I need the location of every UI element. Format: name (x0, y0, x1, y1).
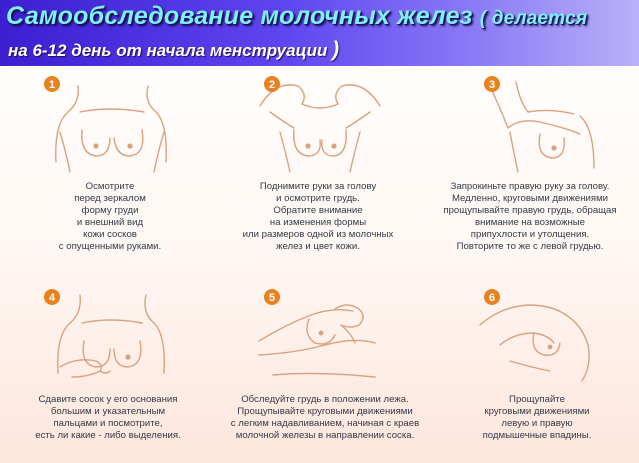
step-1-line-2: перед зеркалом (74, 193, 146, 204)
step-5-illustration (255, 285, 395, 389)
step-6-line-4: подмышечные впадины. (482, 430, 592, 441)
step-3-number: 3 (488, 79, 496, 91)
step-1-illustration (40, 72, 180, 178)
page-title (6, 2, 587, 31)
title-paren: ( делается (479, 8, 588, 29)
step-2-line-3: Обратите внимание (273, 205, 363, 216)
step-2-line-2: и осмотрите грудь. (276, 193, 360, 204)
step-3-line-4: внимание на возможные (474, 217, 586, 228)
step-6-line-2: круговыми движениями (484, 406, 590, 417)
step-3-line-5: припухлости и утолщения. (470, 229, 590, 240)
subtitle-paren: ) (332, 38, 340, 61)
step-3-illustration (470, 72, 610, 178)
title-banner (0, 0, 639, 66)
step-1-line-3: форму груди (81, 205, 139, 216)
step-6-illustration (470, 285, 610, 389)
step-4-line-4: есть ли какие - либо выделения. (35, 430, 181, 441)
step-5-caption (210, 394, 440, 442)
step-2-caption (218, 181, 418, 253)
step-6-caption (452, 394, 622, 442)
step-4-line-1: Сдавите сосок у его основания (38, 394, 178, 405)
step-6-line-3: левую и правую (501, 418, 573, 429)
step-6-line-1: Прощупайте (509, 394, 565, 405)
step-1-number: 1 (48, 79, 56, 91)
step-4-illustration (40, 285, 180, 389)
step-5-line-4: молочной железы в направлении соска. (235, 430, 415, 441)
step-1-line-5: кожи сосков (83, 229, 137, 240)
title-main: Самообследование молочных желез (6, 2, 473, 30)
page-subtitle (8, 38, 339, 62)
step-4-line-2: большим и указательным (50, 406, 166, 417)
step-4-line-3: пальцами и посмотрите, (53, 418, 163, 429)
step-1-line-4: и внешний вид (76, 217, 144, 228)
step-3-line-2: Медленно, круговыми движениями (451, 193, 609, 204)
step-2-line-5: или размеров одной из молочных (242, 229, 394, 240)
step-1-line-1: Осмотрите (85, 181, 135, 192)
step-4-caption (8, 394, 208, 442)
step-3-caption (425, 181, 635, 253)
step-1-caption (20, 181, 200, 253)
step-5-line-2: Прощупывайте круговыми движениями (237, 406, 413, 417)
step-5-line-3: с легким надавливанием, начиная с краев (230, 418, 420, 429)
subtitle-text: на 6-12 день от начала менструации (8, 41, 328, 60)
step-3-line-3: прощупывайте правую грудь, обращая (443, 205, 617, 216)
step-5-line-1: Обследуйте грудь в положении лежа. (241, 394, 409, 405)
step-1-line-6: с опущенными руками. (58, 241, 162, 252)
step-2-line-4: на изменения формы (269, 217, 367, 228)
step-2-illustration (250, 72, 390, 178)
step-2-line-1: Поднимите руки за голову (259, 181, 377, 192)
step-2-line-6: желез и цвет кожи. (276, 241, 360, 252)
step-6-number: 6 (488, 292, 496, 304)
step-3-line-1: Запрокиньте правую руку за голову. (450, 181, 610, 192)
step-4-number: 4 (48, 292, 56, 304)
step-5-number: 5 (268, 292, 276, 304)
step-2-number: 2 (268, 79, 276, 91)
step-3-line-6: Повторите то же с левой грудью. (456, 241, 604, 252)
